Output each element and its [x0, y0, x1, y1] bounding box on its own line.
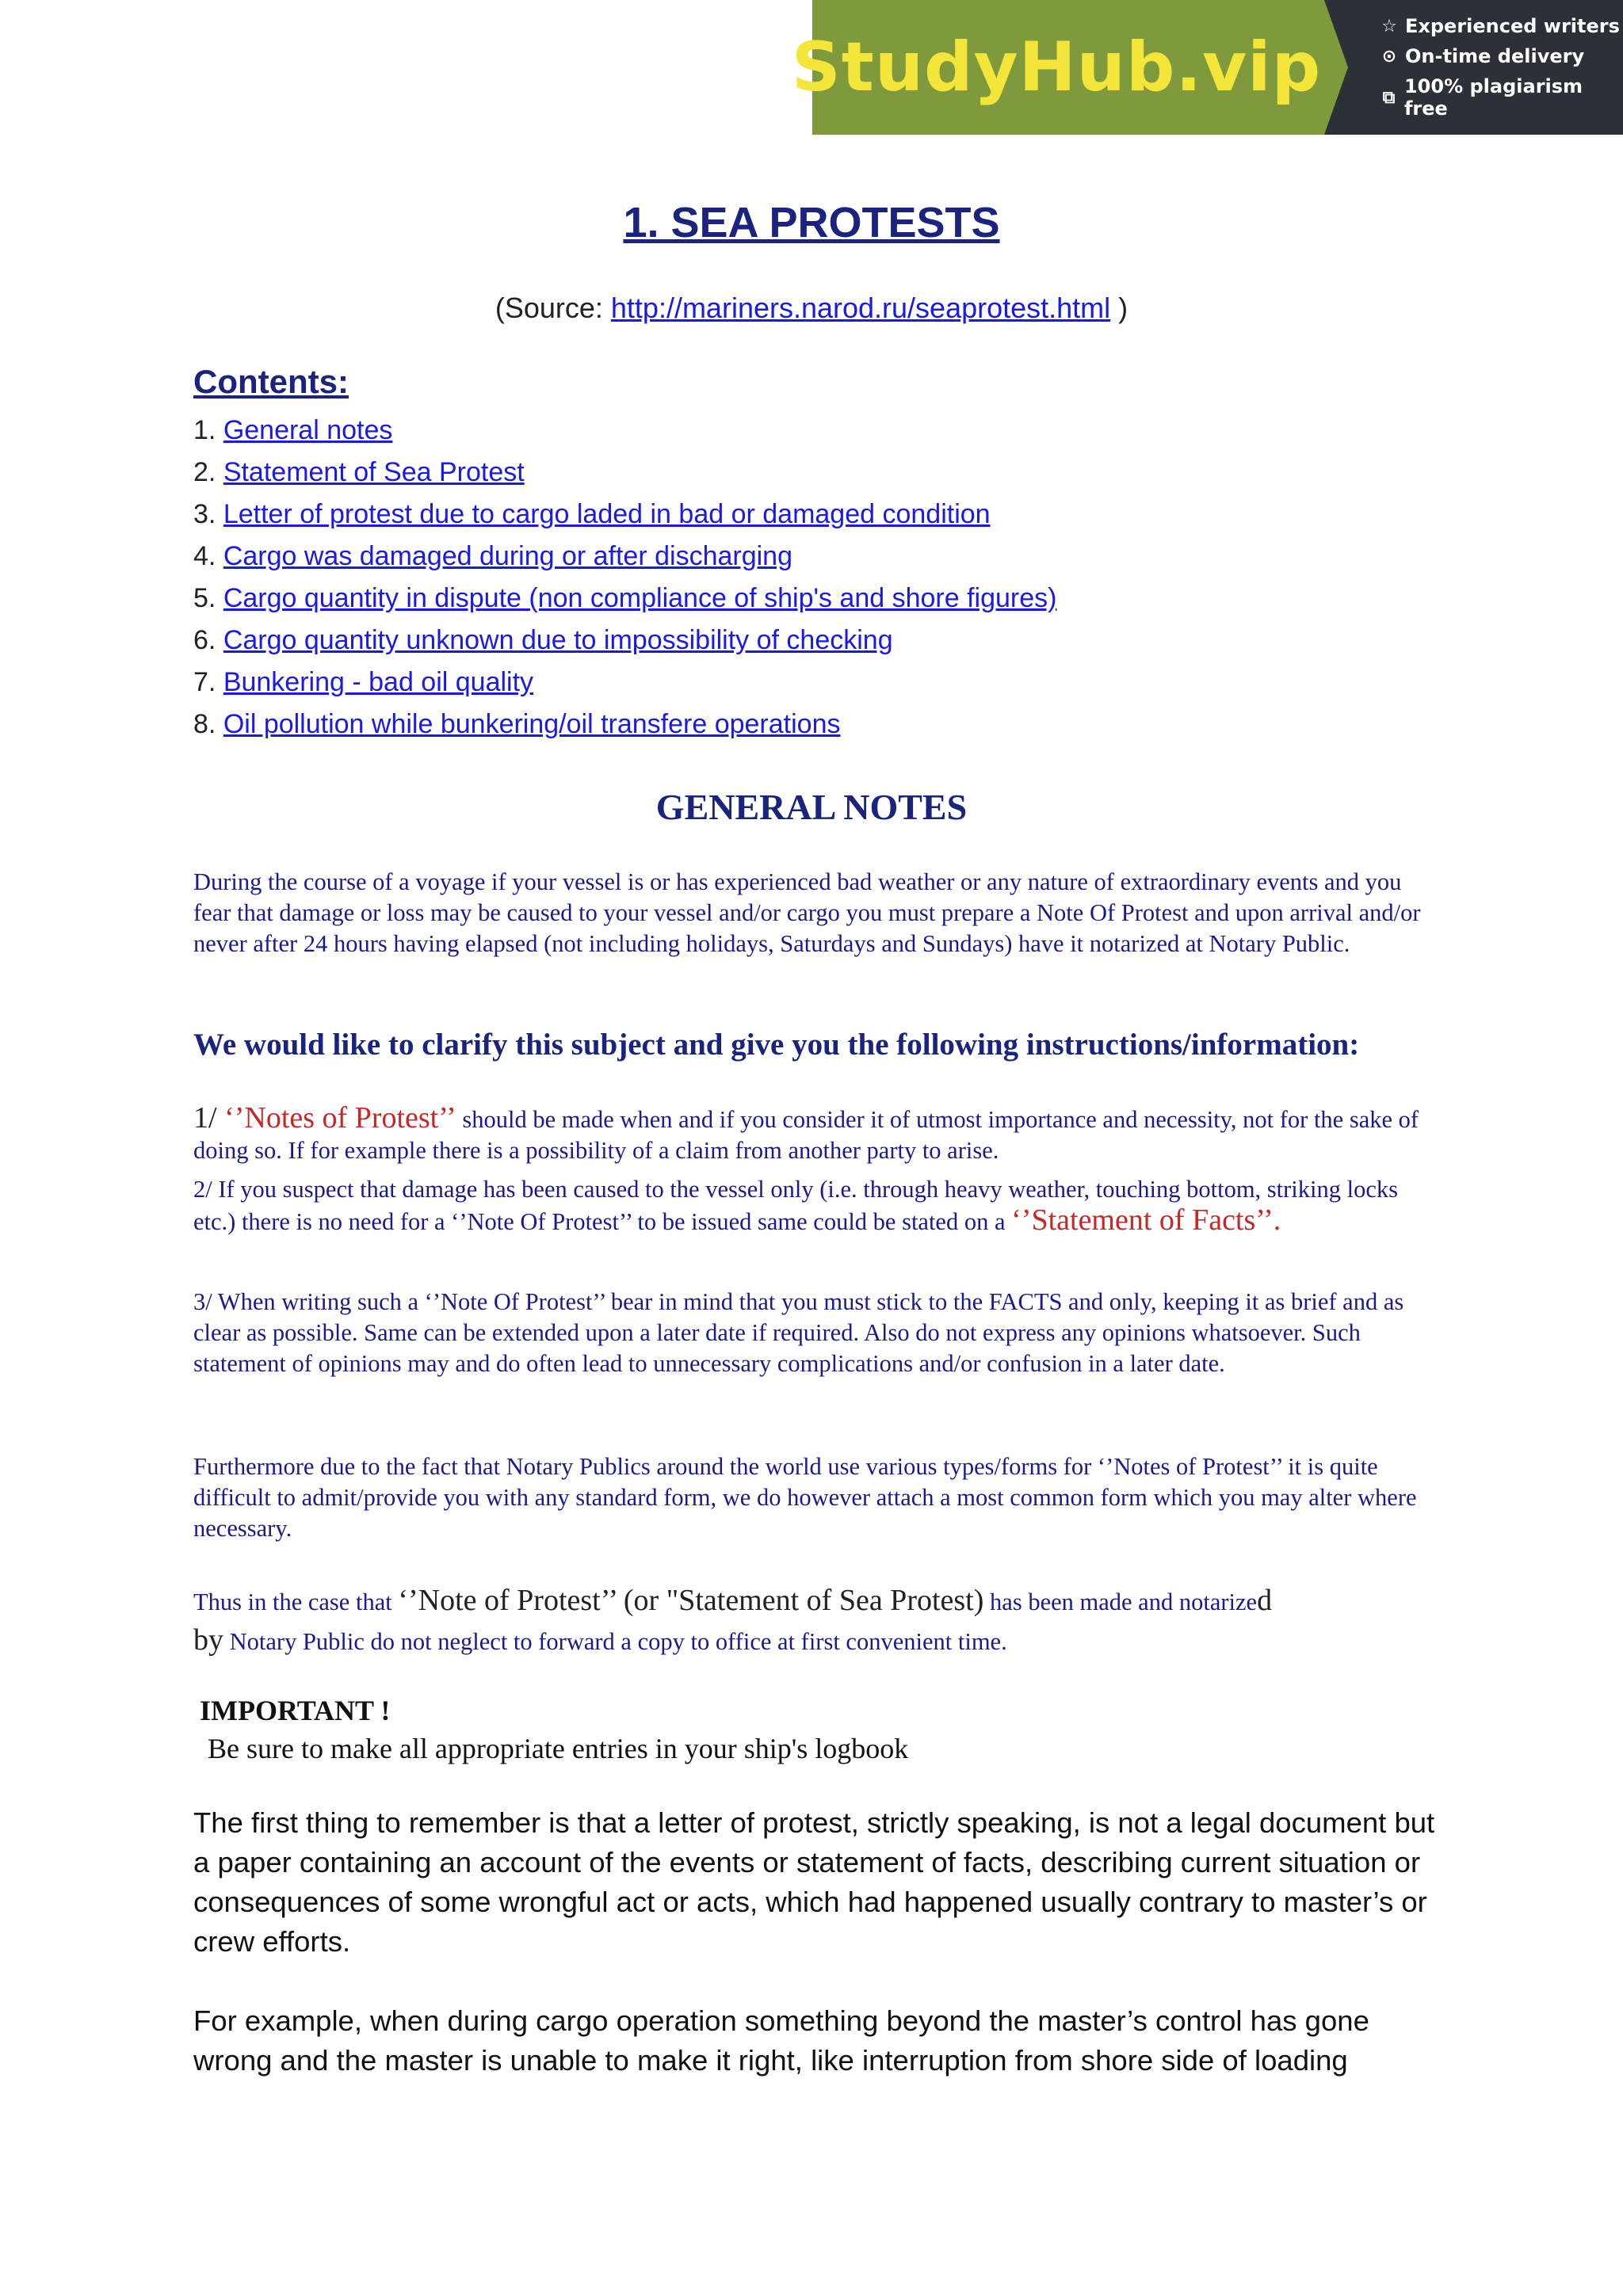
- table-of-contents: [193, 411, 1056, 747]
- instruction-1-highlight: ‘’Notes of Protest’’: [224, 1101, 456, 1135]
- toc-number: 1.: [193, 415, 223, 445]
- copy-icon: ⧉: [1382, 87, 1396, 108]
- toc-link-cargo-quantity-dispute[interactable]: Cargo quantity in dispute (non compliance of ship's and shore figures): [223, 583, 1057, 613]
- toc-number: 3.: [193, 499, 223, 529]
- toc-number: 6.: [193, 625, 223, 655]
- instruction-2-text: 2/ If you suspect that damage has been caused to the vessel only (i.e. through heavy weather, touching bottom, striking locks etc.) there is no need for a ‘’Note Of Protest’’ to be issued same could be stated on a: [193, 1176, 1399, 1235]
- instruction-1-number: 1/: [193, 1101, 225, 1135]
- important-text: Be sure to make all appropriate entries in your ship's logbook: [208, 1733, 909, 1764]
- toc-number: 7.: [193, 667, 223, 697]
- thus-e: by: [193, 1623, 223, 1657]
- instruction-2-end: .: [1273, 1203, 1281, 1237]
- thus-b: ‘’Note of Protest’’ (or "Statement of Sea Protest): [398, 1584, 984, 1617]
- toc-number: 8.: [193, 709, 223, 739]
- toc-item: [193, 579, 1056, 621]
- source-line: [0, 292, 1623, 325]
- toc-item: [193, 411, 1056, 453]
- toc-item: [193, 621, 1056, 663]
- toc-link-oil-pollution[interactable]: Oil pollution while bunkering/oil transfere operations: [223, 709, 841, 739]
- star-icon: ☆: [1381, 16, 1397, 36]
- instruction-2: [193, 1174, 1438, 1238]
- toc-link-statement-of-sea-protest[interactable]: Statement of Sea Protest: [223, 457, 525, 487]
- thus-a: Thus in the case that: [193, 1589, 399, 1615]
- ad-banner[interactable]: [791, 0, 1623, 135]
- toc-item: [193, 495, 1056, 537]
- toc-number: 2.: [193, 457, 223, 487]
- thus-f: Notary Public do not neglect to forward a copy to office at first convenient time.: [223, 1628, 1007, 1655]
- clarify-heading: We would like to clarify this subject and give you the following instructions/information:: [193, 1028, 1360, 1062]
- instruction-1-text: should be made when and if you consider it of utmost importance and necessity, not for the sake of doing so. If for example there is a possibility of a claim from another party to arise.: [193, 1106, 1419, 1164]
- toc-number: 5.: [193, 583, 223, 613]
- body-paragraph-2: For example, when during cargo operation something beyond the master’s control has gone wrong and the master is unable to make it right, like interruption from shore side of loading: [193, 2004, 1369, 2077]
- banner-logo[interactable]: [791, 0, 1324, 135]
- thus-c: has been made and notarize: [983, 1589, 1258, 1615]
- toc-link-general-notes[interactable]: General notes: [223, 415, 393, 445]
- thus-paragraph: [193, 1581, 1438, 1661]
- banner-arrow-shape: [1324, 0, 1348, 135]
- page-title: 1. SEA PROTESTS: [623, 199, 1000, 246]
- feature-experienced-writers: [1380, 15, 1623, 37]
- body-paragraph-1: The first thing to remember is that a letter of protest, strictly speaking, is not a legal document but a paper containing an account of the events or statement of facts, describing current situation or consequences of some wrongful act or acts, which had happened usually contrary to master’s or crew efforts.: [193, 1806, 1435, 1958]
- thus-d: d: [1257, 1584, 1273, 1617]
- intro-paragraph: During the course of a voyage if your vessel is or has experienced bad weather or any nature of extraordinary events and you fear that damage or loss may be caused to your vessel and/or cargo you must prepare a Note Of Protest and upon arrival and/or never after 24 hours having elapsed (not including holidays, Saturdays and Sundays) have it notarized at Notary Public.: [193, 868, 1421, 957]
- instruction-1: [193, 1103, 1438, 1166]
- feature-label: Experienced writers: [1405, 15, 1620, 37]
- clock-icon: ⊙: [1381, 46, 1397, 67]
- toc-item: [193, 663, 1056, 705]
- instruction-3: 3/ When writing such a ‘’Note Of Protest’’ bear in mind that you must stick to the FACTS and only, keeping it as brief and as clear as possible. Same can be extended upon a later date if required. Also do not express any opinions whatsoever. Such statement of opinions may and do often lead to unnecessary complications and/or confusion in a later date.: [193, 1288, 1404, 1377]
- toc-link-cargo-damaged-discharging[interactable]: Cargo was damaged during or after discharging: [223, 541, 792, 571]
- general-notes-heading: GENERAL NOTES: [655, 787, 968, 827]
- furthermore-paragraph: Furthermore due to the fact that Notary Publics around the world use various types/forms for ‘’Notes of Protest’’ it is quite difficult to admit/provide you with any standard form, we do however attach a most common form which you may alter where necessary.: [193, 1453, 1417, 1542]
- toc-number: 4.: [193, 541, 223, 571]
- important-heading: IMPORTANT !: [200, 1695, 391, 1726]
- toc-item: [193, 453, 1056, 495]
- toc-link-cargo-quantity-unknown[interactable]: Cargo quantity unknown due to impossibility of checking: [223, 625, 893, 655]
- contents-heading: Contents:: [193, 363, 349, 400]
- feature-label: On-time delivery: [1405, 45, 1585, 67]
- toc-item: [193, 705, 1056, 747]
- feature-on-time-delivery: [1380, 45, 1623, 67]
- feature-plagiarism-free: [1380, 75, 1623, 120]
- instruction-2-highlight: ‘’Statement of Facts’’: [1011, 1203, 1274, 1237]
- banner-features: [1324, 0, 1623, 135]
- toc-link-cargo-laded-bad-condition[interactable]: Letter of protest due to cargo laded in bad or damaged condition: [223, 499, 991, 529]
- feature-label: 100% plagiarism free: [1403, 75, 1583, 120]
- toc-item: [193, 537, 1056, 579]
- source-link[interactable]: http://mariners.narod.ru/seaprotest.html: [610, 292, 1111, 324]
- source-prefix: (Source:: [495, 292, 611, 324]
- source-suffix: ): [1110, 292, 1128, 324]
- logo-text: StudyHub.vip: [791, 28, 1322, 107]
- toc-link-bunkering-bad-oil[interactable]: Bunkering - bad oil quality: [223, 667, 534, 697]
